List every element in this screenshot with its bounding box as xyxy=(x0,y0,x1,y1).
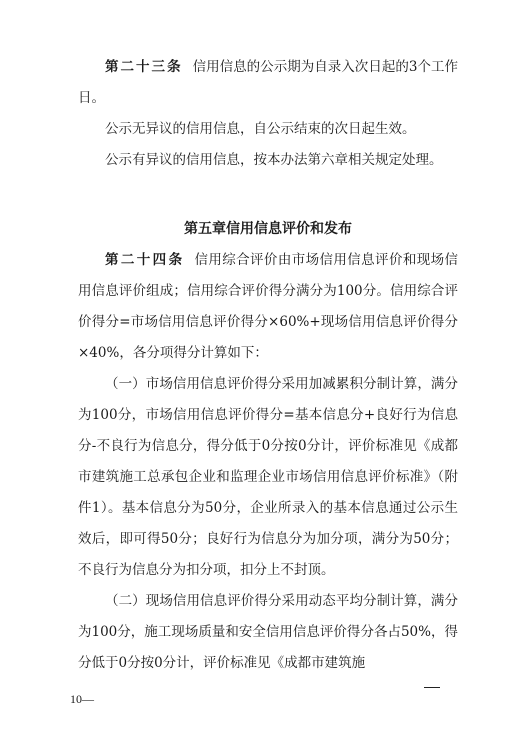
article-24-item-2: （二）现场信用信息评价得分采用动态平均分制计算，满分为100分，施工现场质量和安全信用信息评价得分各占50%，得分低于0分按0分计，评价标准见《成都市建筑施 xyxy=(78,593,458,671)
article-23-paragraph-2: 公示无异议的信用信息，自公示结束的次日起生效。 xyxy=(105,121,416,137)
article-24-text: 信用综合评价由市场信用信息评价和现场信用信息评价组成；信用综合评价得分满分为100分。信用综合评价得分=市场信用信息评价得分×60%+现场信用信息评价得分×40%，各分项得分计算如下： xyxy=(78,252,459,361)
page-number: 10— xyxy=(70,692,94,706)
article-23-text: 信用信息的公示期为自录入次日起的3个工作日。 xyxy=(78,59,459,106)
article-23-paragraph xyxy=(78,52,458,114)
chapter-title: 第五章信用信息评价和发布 xyxy=(184,221,352,237)
article-24-paragraph xyxy=(78,245,458,369)
article-23-paragraph-3: 公示有异议的信用信息，按本办法第六章相关规定处理。 xyxy=(105,152,443,168)
article-23-label: 第二十三条 xyxy=(105,59,183,75)
footer-rule xyxy=(424,687,440,688)
article-24-label: 第二十四条 xyxy=(105,252,185,268)
article-24-item-1: （一）市场信用信息评价得分采用加减累积分制计算，满分为100分，市场信用信息评价得分=基本信息分+良好行为信息分-不良行为信息分，得分低于0分按0分计，评价标准见《成都市建筑施工总承包企业和监理企业市场信用信息评价标准》（附件1）。基本信息分为50分，企业所录入的基本信息通过公示生效后，即可得50分；良好行为信息分为加分项，满分为50分；不良行为信息分为扣分项，扣分上不封顶。 xyxy=(78,376,458,578)
